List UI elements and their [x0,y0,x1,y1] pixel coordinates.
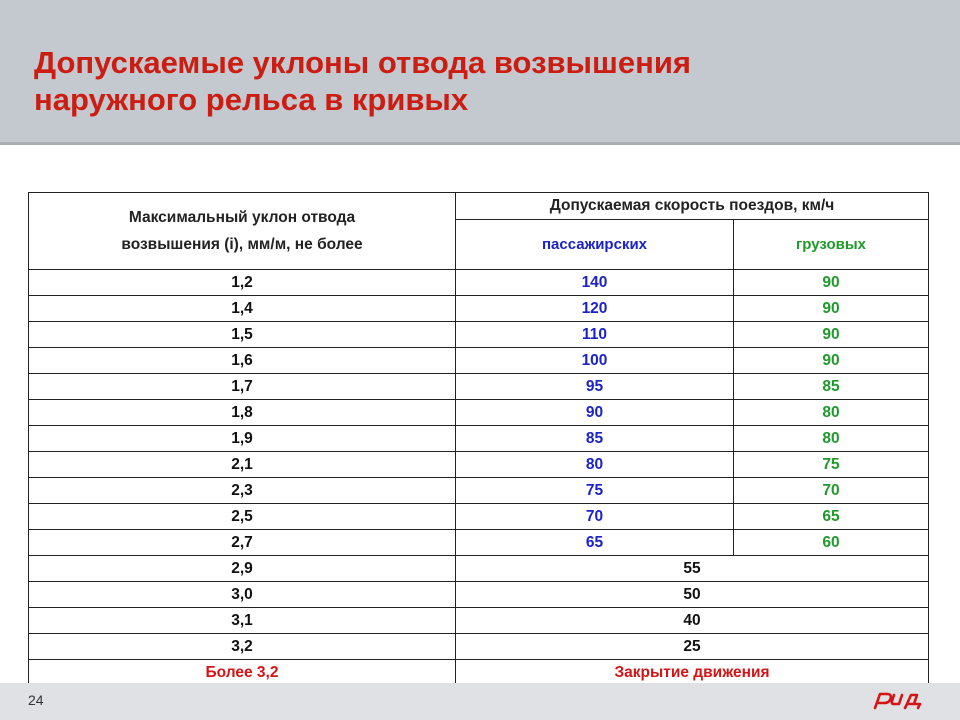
passenger-speed-cell: 70 [456,504,734,530]
passenger-speed-cell: 65 [456,530,734,556]
table-row [29,348,929,374]
header-freight: грузовых [734,220,929,270]
table-row [29,530,929,556]
header-passenger: пассажирских [456,220,734,270]
speed-slope-table [28,192,929,686]
table-row-closure [29,660,929,686]
passenger-speed-cell: 140 [456,270,734,296]
freight-speed-cell: 60 [734,530,929,556]
common-speed-cell: 40 [456,608,929,634]
slope-cell: 3,0 [29,582,456,608]
table-row [29,582,929,608]
slope-cell: 1,8 [29,400,456,426]
table-row [29,504,929,530]
rzd-logo-icon [872,689,924,711]
slope-cell: 1,9 [29,426,456,452]
slope-cell-over-limit: Более 3,2 [29,660,456,686]
table-row [29,452,929,478]
table-row [29,608,929,634]
table-row [29,478,929,504]
freight-speed-cell: 75 [734,452,929,478]
passenger-speed-cell: 95 [456,374,734,400]
table-row [29,270,929,296]
slope-cell: 3,2 [29,634,456,660]
header-max-slope: Максимальный уклон отвода возвышения (i), мм/м, не более [29,193,456,270]
table-row [29,556,929,582]
freight-speed-cell: 65 [734,504,929,530]
common-speed-cell: 50 [456,582,929,608]
passenger-speed-cell: 120 [456,296,734,322]
slope-cell: 2,3 [29,478,456,504]
slope-cell: 2,1 [29,452,456,478]
freight-speed-cell: 90 [734,296,929,322]
freight-speed-cell: 90 [734,270,929,296]
passenger-speed-cell: 110 [456,322,734,348]
slope-cell: 1,6 [29,348,456,374]
slope-cell: 1,5 [29,322,456,348]
common-speed-cell: 25 [456,634,929,660]
table-row [29,322,929,348]
slope-cell: 1,7 [29,374,456,400]
slope-cell: 2,9 [29,556,456,582]
freight-speed-cell: 90 [734,348,929,374]
slope-cell: 2,5 [29,504,456,530]
slope-cell: 2,7 [29,530,456,556]
table-row [29,296,929,322]
title-banner [0,0,960,145]
slope-cell: 1,4 [29,296,456,322]
traffic-closure-cell: Закрытие движения [456,660,929,686]
passenger-speed-cell: 75 [456,478,734,504]
page-number: 24 [28,692,44,708]
footer-band [0,683,960,720]
table-row [29,374,929,400]
passenger-speed-cell: 90 [456,400,734,426]
freight-speed-cell: 90 [734,322,929,348]
slide-title [34,44,691,118]
header-allowed-speed: Допускаемая скорость поездов, км/ч [456,193,929,220]
slope-cell: 3,1 [29,608,456,634]
passenger-speed-cell: 100 [456,348,734,374]
freight-speed-cell: 80 [734,426,929,452]
title-line-2: наружного рельса в кривых [34,82,469,117]
freight-speed-cell: 70 [734,478,929,504]
table-row [29,400,929,426]
slope-cell: 1,2 [29,270,456,296]
table-row [29,426,929,452]
freight-speed-cell: 85 [734,374,929,400]
freight-speed-cell: 80 [734,400,929,426]
title-line-1: Допускаемые уклоны отвода возвышения [34,45,691,80]
passenger-speed-cell: 80 [456,452,734,478]
passenger-speed-cell: 85 [456,426,734,452]
table-row [29,634,929,660]
common-speed-cell: 55 [456,556,929,582]
